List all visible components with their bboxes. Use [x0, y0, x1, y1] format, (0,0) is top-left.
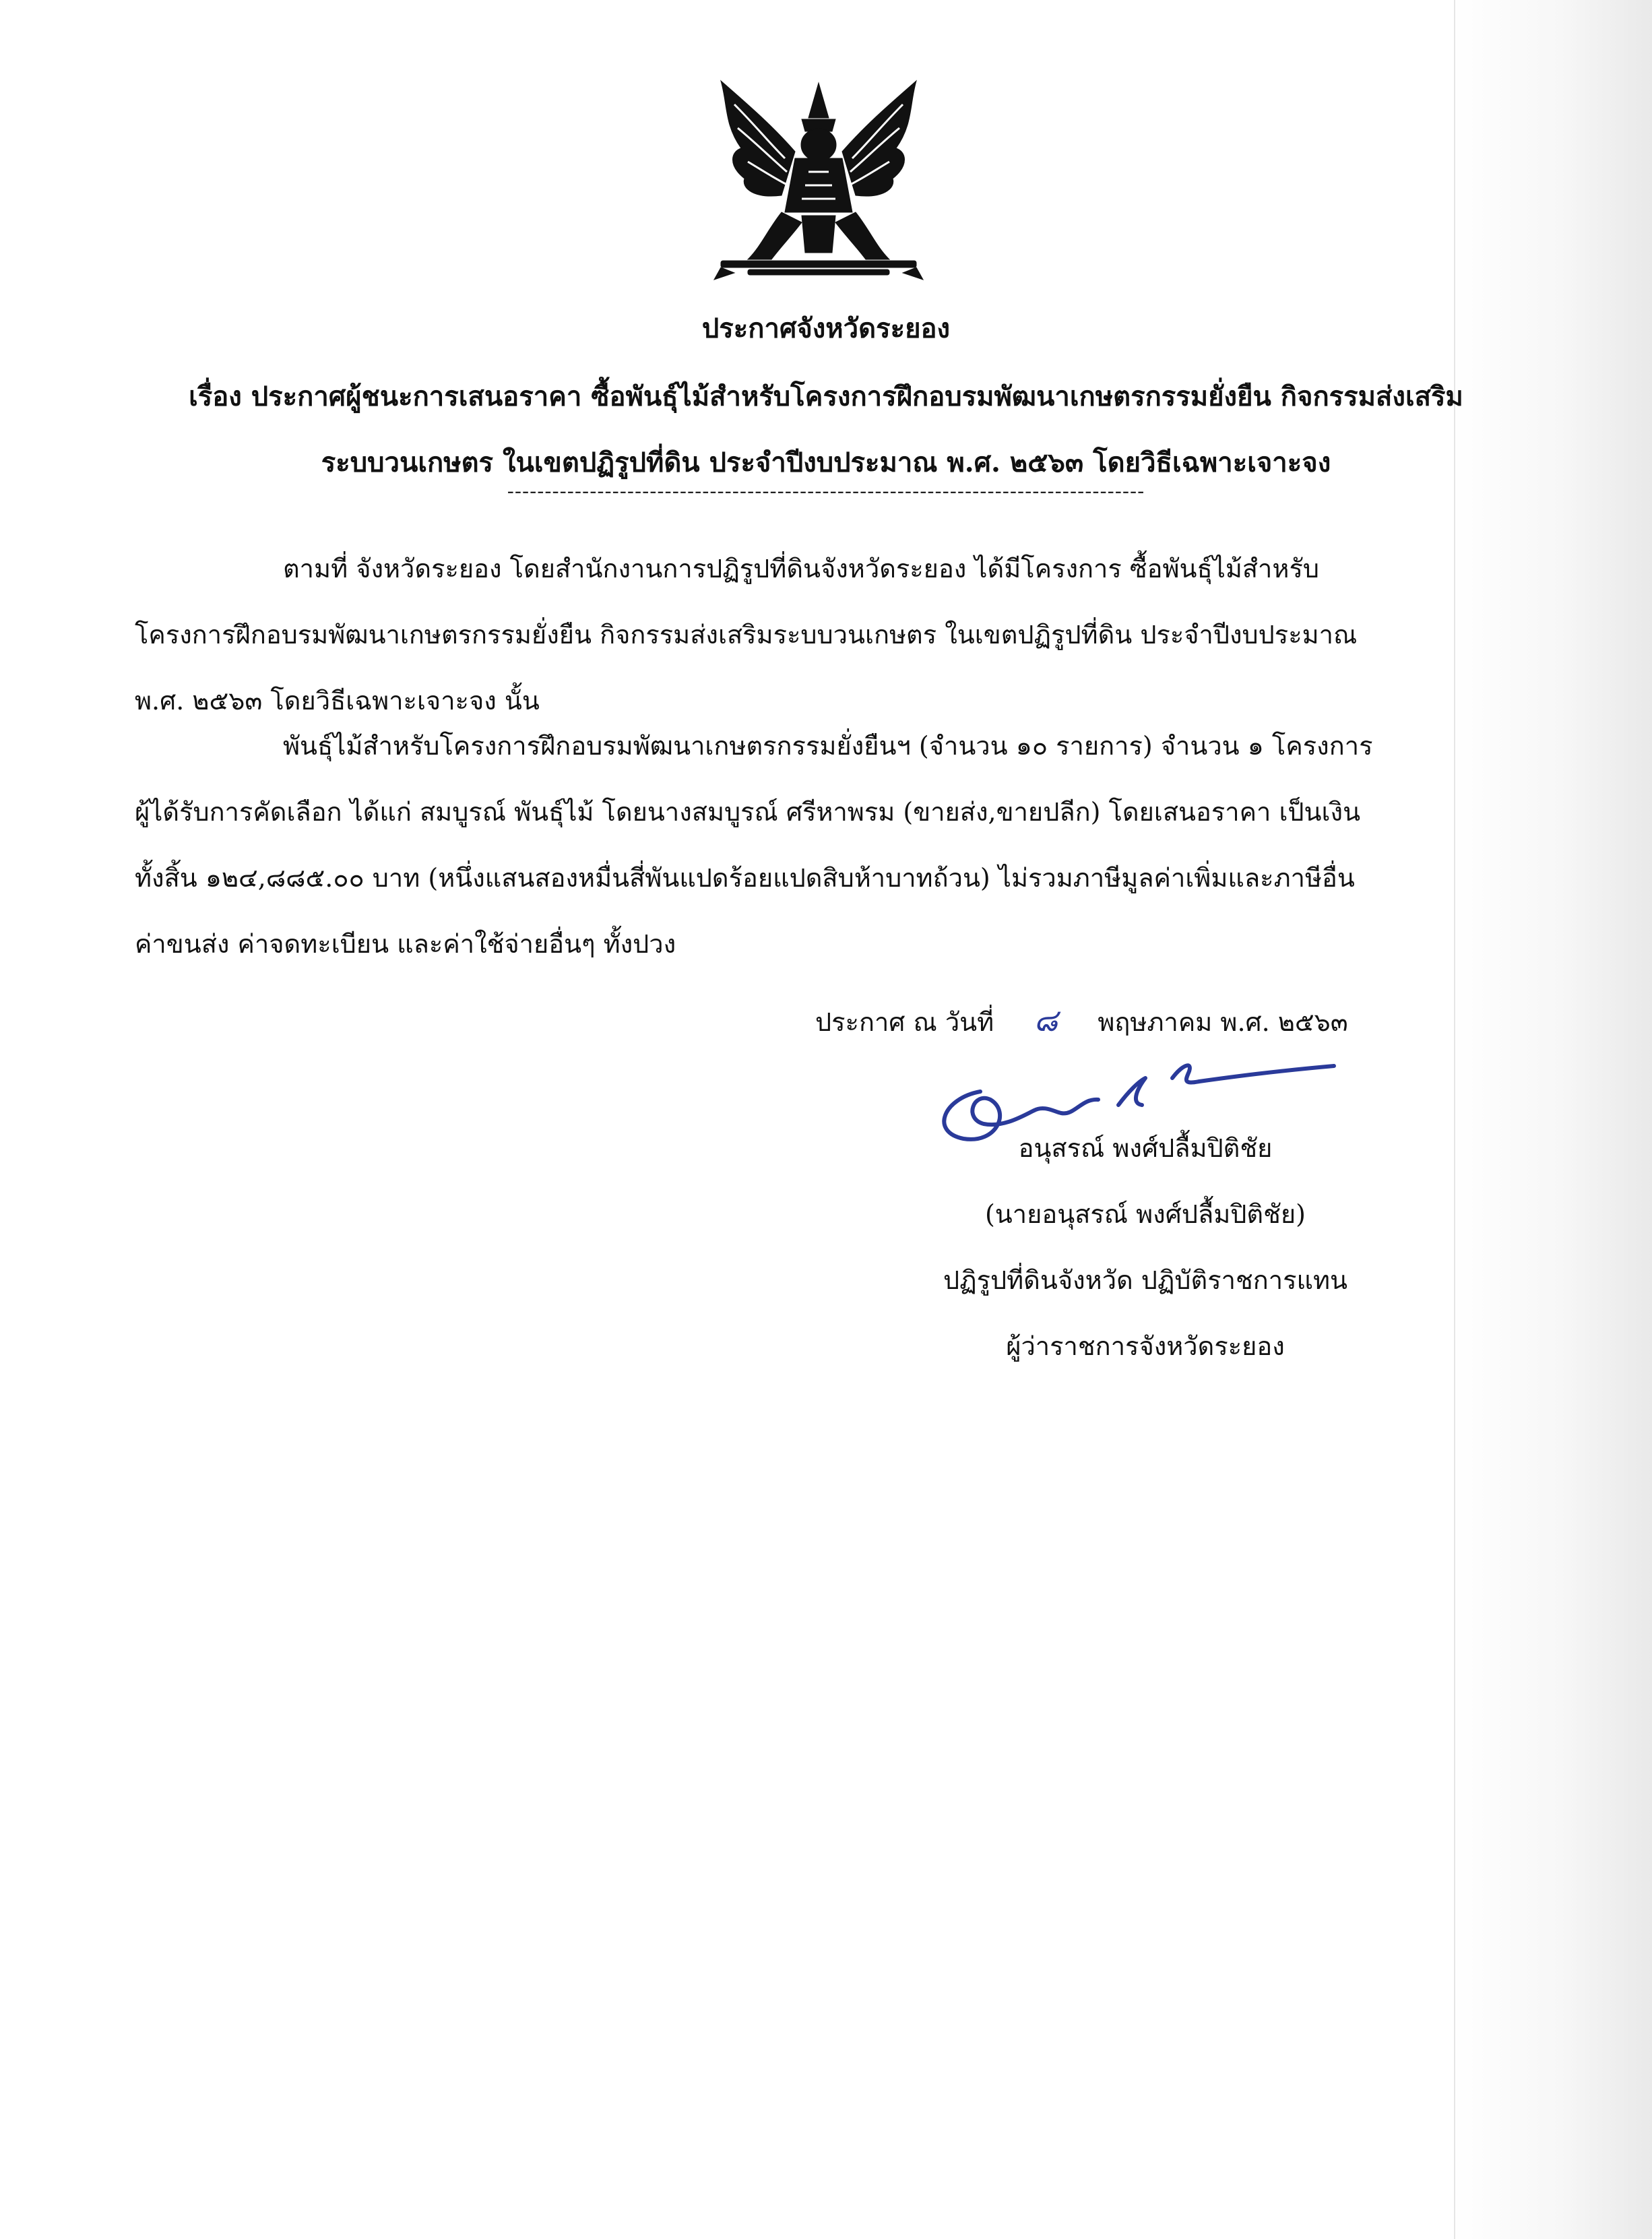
paragraph-line: ค่าขนส่ง ค่าจดทะเบียน และค่าใช้จ่ายอื่นๆ ทั้งปวง	[135, 929, 676, 959]
document-heading: ประกาศจังหวัดระยอง	[701, 313, 951, 344]
paragraph-2	[135, 713, 1469, 977]
signatory-block	[876, 1115, 1415, 1379]
garuda-emblem-icon	[707, 77, 930, 290]
date-day: ๘	[1034, 1002, 1058, 1038]
document-subject	[0, 364, 1652, 496]
divider: -------------------------------------------------------------------------------------	[507, 480, 1145, 503]
paragraph-line: ผู้ได้รับการคัดเลือก ได้แก่ สมบูรณ์ พันธุ์ไม้ โดยนางสมบูรณ์ ศรีหาพรม (ขายส่ง,ขายปลีก) โดยเสนอราคา เป็นเงิน	[135, 797, 1361, 827]
date-prefix: ประกาศ ณ วันที่	[815, 1007, 994, 1037]
signatory-name: อนุสรณ์ พงศ์ปลื้มปิติชัย	[1018, 1133, 1273, 1163]
paragraph-1	[135, 536, 1469, 734]
signatory-position: ปฏิรูปที่ดินจังหวัด ปฏิบัติราชการแทน	[943, 1265, 1348, 1295]
subject-line: เรื่อง ประกาศผู้ชนะการเสนอราคา ซื้อพันธุ์ไม้สำหรับโครงการฝึกอบรมพัฒนาเกษตรกรรมยั่งยืน กิจกรรมส่งเสริม	[189, 381, 1463, 412]
paragraph-line: โครงการฝึกอบรมพัฒนาเกษตรกรรมยั่งยืน กิจกรรมส่งเสริมระบบวนเกษตร ในเขตปฏิรูปที่ดิน ประจำปีงบประมาณ	[135, 620, 1358, 650]
paragraph-line: พ.ศ. ๒๕๖๓ โดยวิธีเฉพาะเจาะจง นั้น	[135, 686, 540, 716]
paragraph-line: ทั้งสิ้น ๑๒๔,๘๘๕.๐๐ บาท (หนึ่งแสนสองหมื่นสี่พันแปดร้อยแปดสิบห้าบาทถ้วน) ไม่รวมภาษีมูลค่าเพิ่มและภาษีอื่น	[135, 863, 1355, 893]
announcement-date	[815, 996, 1348, 1045]
paragraph-line: พันธุ์ไม้สำหรับโครงการฝึกอบรมพัฒนาเกษตรกรรมยั่งยืนฯ (จำนวน ๑๐ รายการ) จำนวน ๑ โครงการ	[283, 731, 1373, 761]
signatory-full-name: (นายอนุสรณ์ พงศ์ปลื้มปิติชัย)	[984, 1199, 1306, 1229]
date-month-year: พฤษภาคม พ.ศ. ๒๕๖๓	[1098, 1007, 1348, 1037]
signatory-office: ผู้ว่าราชการจังหวัดระยอง	[1006, 1331, 1285, 1361]
subject-line: ระบบวนเกษตร ในเขตปฏิรูปที่ดิน ประจำปีงบประมาณ พ.ศ. ๒๕๖๓ โดยวิธีเฉพาะเจาะจง	[321, 447, 1331, 478]
paragraph-line: ตามที่ จังหวัดระยอง โดยสำนักงานการปฏิรูปที่ดินจังหวัดระยอง ได้มีโครงการ ซื้อพันธุ์ไม้สำหรับ	[283, 554, 1319, 584]
